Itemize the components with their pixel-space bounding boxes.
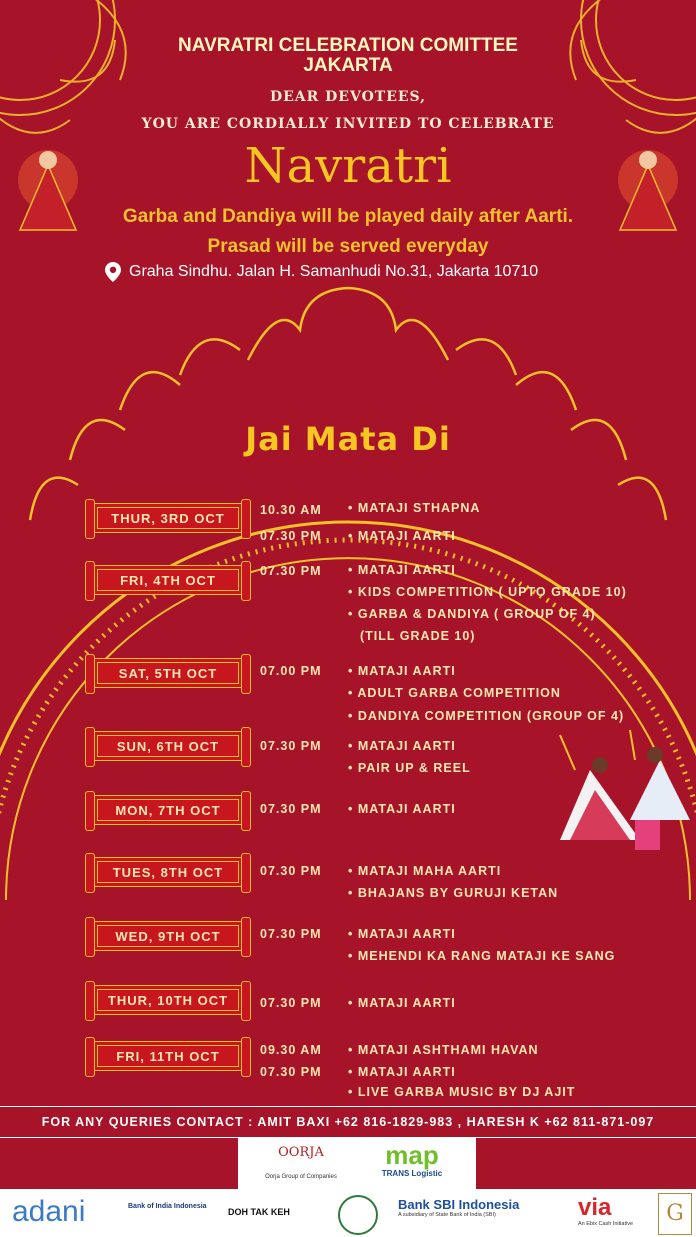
- event-item: • LIVE GARBA MUSIC BY DJ AJIT: [348, 1085, 576, 1099]
- event-item: • MATAJI AARTI: [348, 529, 456, 543]
- day-badge: THUR, 3RD OCT: [93, 503, 243, 533]
- event-item: • PAIR UP & REEL: [348, 761, 471, 775]
- sponsor-adani-logo: adani: [12, 1195, 86, 1228]
- contact-bar: [0, 1106, 696, 1138]
- sponsor-boi-logo: Bank of India Indonesia: [128, 1203, 207, 1210]
- greeting: DEAR DEVOTEES,: [269, 89, 427, 105]
- day-badge: SUN, 6TH OCT: [93, 731, 243, 761]
- sponsor-via-logo: [578, 1195, 633, 1227]
- event-item: • MATAJI AARTI: [348, 563, 456, 577]
- event-time: 07.30 PM: [260, 864, 322, 878]
- day-badge: TUES, 8TH OCT: [93, 857, 243, 887]
- event-time: 07.30 PM: [260, 802, 322, 816]
- event-time: 07.30 PM: [260, 1065, 322, 1079]
- day-badge: FRI, 11TH OCT: [93, 1041, 243, 1071]
- sponsor-tagline: An Ebix Cash Initiative: [578, 1221, 634, 1227]
- invite-line: YOU ARE CORDIALLY INVITED TO CELEBRATE: [141, 116, 555, 132]
- address: [105, 262, 538, 282]
- event-item: • MATAJI STHAPNA: [348, 501, 481, 515]
- event-item: • MATAJI AARTI: [348, 996, 456, 1010]
- sponsor-tagline: TRANS Logistic: [381, 1169, 443, 1178]
- event-time: 07.00 PM: [260, 664, 322, 678]
- sponsor-top-panel: [238, 1137, 476, 1189]
- sponsor-dohtakkeh-logo: DOH TAK KEH: [228, 1207, 290, 1217]
- sponsor-sbi-logo: [398, 1197, 519, 1218]
- sponsor-name: Bank SBI Indonesia: [398, 1197, 520, 1212]
- sponsor-map-logo: [362, 1141, 462, 1178]
- event-item: • KIDS COMPETITION ( UPTO GRADE 10): [348, 585, 627, 599]
- org-name-line1: NAVRATRI CELEBRATION COMITTEE: [178, 35, 518, 56]
- day-badge: THUR, 10TH OCT: [93, 985, 243, 1015]
- event-item: • GARBA & DANDIYA ( GROUP OF 4): [348, 607, 596, 621]
- event-time: 07.30 PM: [260, 996, 322, 1010]
- event-time: 07.30 PM: [260, 529, 322, 543]
- temple-emblem-logo: [338, 1195, 378, 1235]
- event-item: • MATAJI MAHA AARTI: [348, 864, 502, 878]
- sponsor-oorja-logo: [256, 1145, 346, 1180]
- event-item: • ADULT GARBA COMPETITION: [348, 686, 561, 700]
- org-name-line2: JAKARTA: [303, 55, 393, 76]
- event-item: • MATAJI AARTI: [348, 739, 456, 753]
- sponsor-bottom-panel: [0, 1189, 696, 1237]
- jai-mata-di-heading: Jai Mata Di: [245, 420, 451, 458]
- event-title: Navratri: [244, 138, 452, 194]
- sponsor-tagline: A subsidiary of State Bank of India (SBI): [398, 1212, 496, 1218]
- event-item: (TILL GRADE 10): [360, 629, 476, 643]
- day-badge: MON, 7TH OCT: [93, 795, 243, 825]
- event-time: 09.30 AM: [260, 1043, 322, 1057]
- dancers-illustration: [560, 730, 690, 850]
- location-pin-icon: [105, 262, 121, 282]
- sponsor-tagline: Oorja Group of Companies: [265, 1174, 337, 1180]
- sponsor-name: via: [578, 1194, 612, 1221]
- event-item: • MATAJI AARTI: [348, 927, 456, 941]
- contact-text: FOR ANY QUERIES CONTACT : AMIT BAXI +62 816-1829-983 , HARESH K +62 811-871-097: [41, 1115, 655, 1129]
- event-time: 07.30 PM: [260, 927, 322, 941]
- event-item: • MATAJI ASHTHAMI HAVAN: [348, 1043, 539, 1057]
- event-item: • BHAJANS BY GURUJI KETAN: [348, 886, 559, 900]
- event-item: • MATAJI AARTI: [348, 1065, 456, 1079]
- event-item: • MEHENDI KA RANG MATAJI KE SANG: [348, 949, 616, 963]
- event-time: 10.30 AM: [260, 503, 322, 517]
- garba-note: Garba and Dandiya will be played daily after Aarti.: [122, 206, 574, 227]
- address-text: Graha Sindhu. Jalan H. Samanhudi No.31, Jakarta 10710: [129, 263, 539, 280]
- day-badge: FRI, 4TH OCT: [93, 565, 243, 595]
- sponsor-name: OORJA: [278, 1145, 324, 1160]
- sponsor-name: map: [385, 1140, 439, 1170]
- day-badge: SAT, 5TH OCT: [93, 658, 243, 688]
- event-time: 07.30 PM: [260, 739, 322, 753]
- day-badge: WED, 9TH OCT: [93, 921, 243, 951]
- event-item: • MATAJI AARTI: [348, 664, 456, 678]
- prasad-note: Prasad will be served everyday: [207, 236, 489, 257]
- event-time: 07.30 PM: [260, 564, 322, 578]
- monogram-logo: G: [658, 1193, 692, 1235]
- event-item: • MATAJI AARTI: [348, 802, 456, 816]
- event-item: • DANDIYA COMPETITION (GROUP OF 4): [348, 709, 625, 723]
